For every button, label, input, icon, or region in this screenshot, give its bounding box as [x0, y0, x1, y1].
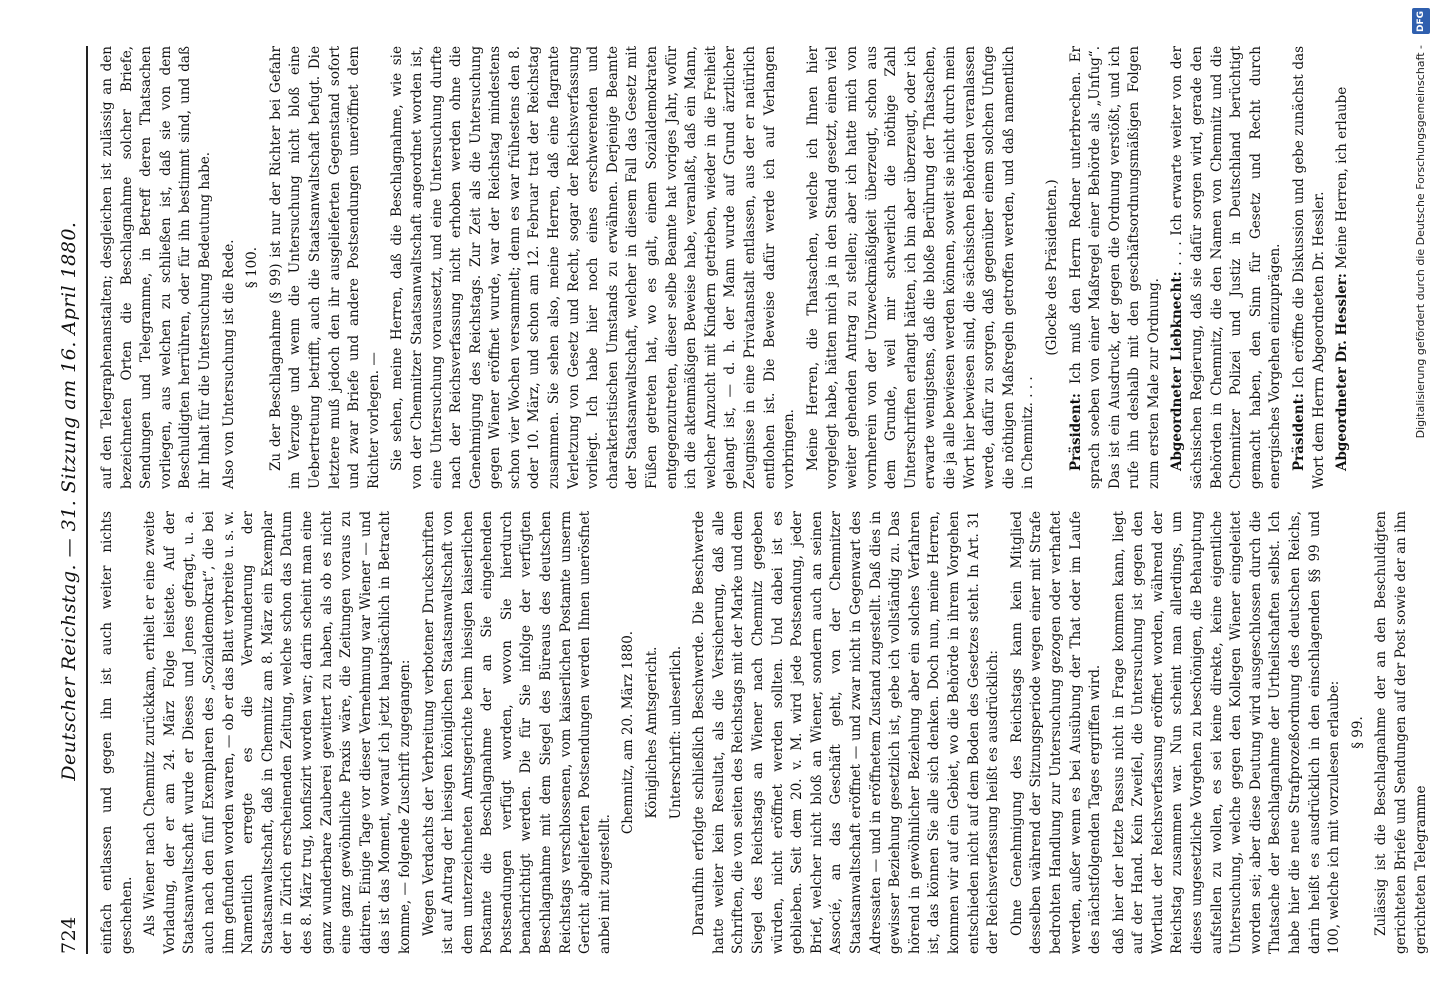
quoted-article: Ohne Genehmigung des Reichstags kann kein Mitglied desselben während der Sitzungsperiode wegen einer mit Strafe bedrohten Handlung zur Untersuchung gezogen oder verhaftet werden, außer wenn es bei Ausübung der That oder im Laufe des nächstfolgenden Tages ergriffen wird. [1008, 511, 1104, 954]
paragraph: Daraufhin erfolgte schließlich Beschwerde. Die Beschwerde hatte weiter kein Resultat, als die Versicherung, daß alle Schriften, die von seiten des Reichstags mit der Marke und dem Siegel des Reichstags an Wiener nach Chemnitz gegeben würden, nicht eröffnet werden sollten. Und dabei ist es geblieben. Seit dem 20. v. M. wird jede Postsendung, jeder Brief, welcher nicht bloß an Wiener, sondern auch an seinen Associé, an das Geschäft geht, von der Chemnitzer Staatsanwaltschaft eröffnet — und zwar nicht in Gegenwart des Adressaten — und in eröffnetem Zustand zugestellt. Daß dies in gewisser Beziehung gesetzlich ist, gebe ich vollständig zu. Das hörend in gewöhnlicher Beziehung aber ein solches Verfahren ist, das können Sie alle sich denken. Doch nun, meine Herren, kommen wir auf ein Gebiet, wo die Behörde in ihrem Vorgehen entschieden nicht auf dem Boden des Gesetzes steht. In Art. 31 der Reichsverfassung heißt es ausdrücklich: [691, 511, 1002, 954]
paragraph: daß hier der letzte Passus nicht in Frage kommen kann, liegt auf der Hand. Kein Zweifel, die Untersuchung ist gegen den Wortlaut der Reichsverfassung eröffnet worden, während der Reichstag zusammen war. Nun scheint man allerdings, um dieses ungesetzliche Vorgehen zu beschönigen, die Behauptung aufstellen zu wollen, es sei keine direkte, keine eigentliche Untersuchung, welche gegen den Kollegen Wiener eingeleitet worden sei; aber diese Deutung wird ausgeschlossen durch die Thatsache der Beschlagnahme der Urtheilschaften selbst. Ich habe hier die neue Strafprozeßordnung des deutschen Reichs, darin heißt es ausdrücklich in den einschlagenden §§ 99 und 100, welche ich mit vorzulesen erlaube: [1110, 511, 1343, 954]
column-left [98, 511, 1429, 954]
speech [1333, 46, 1353, 489]
speaker-name: Abgeordneter Liebknecht: [1169, 271, 1186, 471]
speech-text: . . . Ich erwarte weiter von der sächsischen Regierung, daß sie dafür sorgen wird, gerade den Behörden in Chemnitz, die den Namen von Chemnitz und die Chemnitzer Polizei und Justiz in Deutschland berüchtigt gemacht haben, den Sinn für Gesetz und Recht durch energisches Vorgehen einzuprägen. [1169, 45, 1284, 489]
page-title: Deutscher Reichstag. — 31. Sitzung am 16. April 1880. [58, 221, 80, 781]
speech [1290, 46, 1329, 489]
speech-text: Ich eröffne die Diskussion und gebe zunächst das Wort dem Herrn Abgeordneten Dr. Hessler. [1291, 46, 1327, 489]
quoted-section: Zu der Beschlagnahme (§ 99) ist nur der Richter bei Gefahr im Verzuge und wenn die Untersuchung nicht bloß eine Uebertretung betrifft, auch die Staatsanwaltschaft befugt. Die letztere muß jedoch den ihr ausgelieferten Gegenstand sofort und zwar Briefe und andere Postsendungen uneröffnet dem Richter vorlegen. — [267, 46, 382, 489]
speaker-name: Präsident: [1067, 393, 1084, 471]
notice-date: Chemnitz, am 20. März 1880. [620, 630, 637, 835]
funding-strip [1410, 0, 1432, 1000]
quoted-section: auf den Telegraphenanstalten; desgleichen ist zulässig an den bezeichneten Orten die Beschlagnahme solcher Briefe, Sendungen und Telegramme, in Betreff deren Thatsachen vorliegen, aus welchen zu schließen ist, daß sie von dem Beschuldigten herrühren, oder für ihn bestimmt sind, und daß ihr Inhalt für die Untersuchung Bedeutung habe. [99, 46, 213, 489]
paragraph: Meine Herren, die Thatsachen, welche ich Ihnen hier vorgelegt habe, hätten mich ja in den Stand gesetzt, einen viel weiter gehenden Antrag zu stellen; aber ich hatte mich von vornherein von der Unzweckmäßigkeit überzeugt, schon aus dem Grunde, weil mir schwerlich die nöthige Zahl Unterschriften erlangt hätten, ich bin aber überzeugt, oder ich erwarte wenigstens, daß die bloße Berührung der Thatsachen, die ja alle bewiesen werden können, soweit sie nicht durch mein Wort hier bewiesen sind, die sächsischen Behörden veranlassen werde, dafür zu sorgen, daß gegenüber einem solchen Unfuge die nöthigen Maßregeln getroffen werden, und daß namentlich in Chemnitz. . . . [804, 46, 1037, 489]
stage-direction: (Glocke des Präsidenten.) [1043, 179, 1060, 356]
speech [1168, 46, 1286, 489]
notice-signature: Unterschrift: unleserlich. [667, 645, 684, 820]
paragraph: Als Wiener nach Chemnitz zurückkam, erhielt er eine zweite Vorladung, der er am 24. März Folge leistete. Auf der Staatsanwaltschaft wurde er Dieses und Jenes gefragt, u. a. auch nach den fünf Exemplaren des „Sozialdemokrat“, die bei ihm gefunden worden waren, — ob er das Blatt verbreite u. s. w. Namentlich erregte es die Verwunderung der Staatsanwaltschaft, daß in Chemnitz am 8. März ein Exemplar der in Zürich erscheinenden Zeitung, welche schon das Datum des 8. März trug, konfiszirt worden war; darin scheint man eine ganz wunderbare Zauberei gewittert zu haben, als ob es nicht eine ganz gewöhnliche Praxis wäre, die Zeitungen voraus zu datiren. Einige Tage vor dieser Vernehmung war Wiener — und das ist das Moment, worauf ich jetzt hauptsächlich in Betracht komme, — folgende Zuschrift zugegangen: [142, 511, 413, 954]
quoted-section: Zulässig ist die Beschlagnahme der an den Beschuldigten gerichteten Briefe und Sendungen auf der Post sowie der an ihn gerichteten Telegramme [1373, 511, 1429, 954]
speaker-name: Abgeordneter Dr. Hessler: [1334, 273, 1351, 471]
paragraph: einfach entlassen und gegen ihn ist auch weiter nichts geschehen. [99, 511, 135, 954]
speaker-name: Präsident: [1291, 393, 1308, 471]
speech-text: Ich muß den Herrn Redner unterbrechen. Er sprach soeben von einer Maßregel einer Behörde als „Unfug“. Das ist ein Ausdruck, der gegen die Ordnung verstößt, und ich rufe ihn deshalb mit den geschäftsordnungsmäßigen Folgen zum ersten Male zur Ordnung. [1067, 46, 1162, 489]
page-number: 724 [58, 916, 80, 954]
speech [1067, 46, 1165, 489]
speech-text: Meine Herren, ich erlaube [1334, 86, 1351, 269]
section-heading: § 99. [1349, 716, 1366, 749]
quoted-notice: Wegen Verdachts der Verbreitung verbotener Druckschriften ist auf Antrag der hiesigen königlichen Staatsanwaltschaft von dem unterzeichneten Amtsgerichte beim hiesigen kaiserlichen Postamte die Beschlagnahme der an Sie eingehenden Postsendungen verfügt worden, wovon Sie hierdurch benachrichtigt werden. Die für Sie infolge der verfügten Beschlagnahme mit dem Siegel des Büreaus des deutschen Reichstags verschlossenen, vom kaiserlichen Postamte unserm Gericht abgelieferten Postsendungen werden Ihnen unerösfnet anbei mit zugestellt. [420, 511, 613, 954]
dfg-logo: DFG [1412, 8, 1430, 34]
column-right [98, 46, 1393, 489]
section-heading: § 100. [244, 246, 261, 289]
page-header [58, 46, 88, 954]
notice-authority: Königliches Amtsgericht. [644, 646, 661, 819]
funding-note: Digitalisierung gefördert durch die Deutsche Forschungsgemeinschaft - [1414, 45, 1427, 439]
paragraph: Also von Untersuchung ist die Rede. [220, 239, 237, 489]
paragraph: Sie sehen, meine Herren, daß die Beschlagnahme, wie sie von der Chemnitzer Staatsanwaltschaft angeordnet worden ist, eine Untersuchung voraussetzt, und eine Untersuchung durfte nach der Reichsverfassung nicht erhoben werden ohne die Genehmigung des Reichstags. Zur Zeit als die Untersuchung gegen Wiener eröffnet wurde, war der Reichstag mindestens schon vier Wochen versammelt; denn es war frühestens den 8. oder 10. März, und schon am 12. Februar trat der Reichstag zusammen. Sie sehen also, meine Herren, daß eine flagrante Verletzung von Gesetz und Recht, sogar der Reichsverfassung vorliegt. Ich habe hier noch eines erschwerenden und charakteristischen Umstands zu erwähnen. Derjenige Beamte der Staatsanwaltschaft, welcher in diesem Fall das Gesetz mit Füßen getreten hat, wo es galt, einem Sozialdemokraten entgegenzutreten, dieser selbe Beamte hat voriges Jahr, wofür ich die aktenmäßigen Beweise habe, veranlaßt, daß ein Mann, welcher Anzucht mit Kindern getrieben, wieder in die Freiheit gelangt ist, — d. h. der Mann wurde auf Grund ärztlicher Zeugnisse in eine Privatanstalt entlassen, aus der er natürlich entflohen ist. Die Beweise dafür werde ich auf Verlangen vorbringen. [389, 46, 798, 489]
